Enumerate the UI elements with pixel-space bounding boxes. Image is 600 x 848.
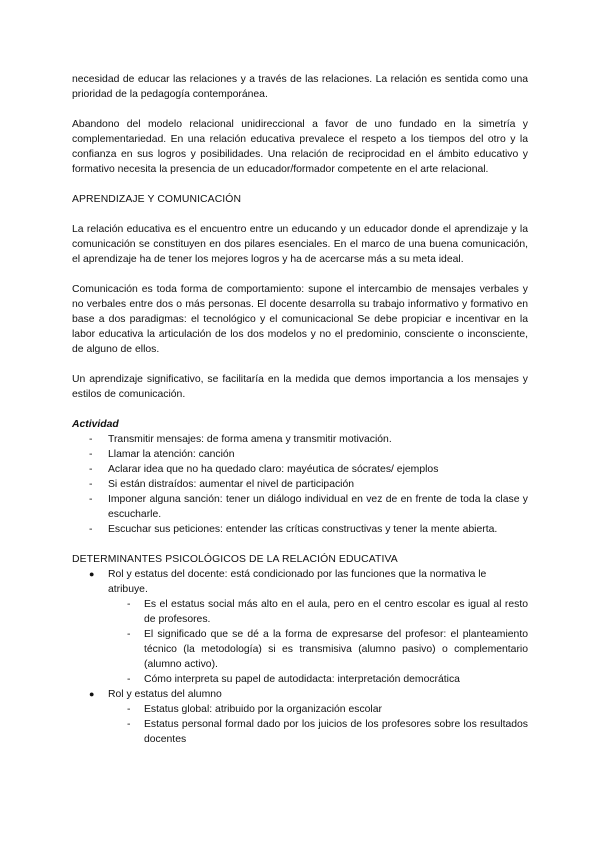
spacer (72, 102, 528, 117)
sub-list-item (108, 672, 528, 687)
list-item-text: Rol y estatus del alumno (108, 689, 222, 700)
dash-marker: - (89, 494, 93, 505)
dash-marker: - (89, 449, 93, 460)
list-item (72, 687, 528, 747)
sub-list-item (108, 717, 528, 747)
sub-list-item-text: Cómo interpreta su papel de autodidacta: interpretación democrática (144, 674, 460, 685)
determinants-list (72, 567, 528, 747)
sub-list-item-text: Estatus global: atribuido por la organización escolar (144, 704, 382, 715)
document-page (72, 72, 528, 747)
list-item (72, 432, 528, 447)
dash-marker: - (89, 434, 93, 445)
paragraph: Abandono del modelo relacional unidireccional a favor de uno fundado en la simetría y complementariedad. En una relación educativa prevalece el respeto a los tiempos del otro y la confianza en sus logros y posibilidades. Una relación de reciprocidad en el ámbito educativo y formativo necesita la presencia de un educador/formador competente en el arte relacional. (72, 119, 528, 175)
sub-list-item-text: El significado que se dé a la forma de expresarse del profesor: el planteamiento técnico (la metodología) si es transmisiva (alumno pasivo) o complementario (alumno activo). (144, 629, 528, 670)
dash-marker: - (89, 464, 93, 475)
sub-list (108, 597, 528, 687)
section-heading: DETERMINANTES PSICOLÓGICOS DE LA RELACIÓN EDUCATIVA (72, 554, 398, 565)
sub-list-item (108, 627, 528, 672)
bullet-marker: ● (89, 689, 95, 699)
dash-marker: - (127, 719, 131, 730)
sub-list-item (108, 597, 528, 627)
sub-list-item (108, 702, 528, 717)
spacer (72, 357, 528, 372)
spacer (72, 177, 528, 192)
list-item-text: Imponer alguna sanción: tener un diálogo individual en vez de en frente de toda la clase y escucharle. (108, 494, 528, 520)
dash-marker: - (127, 629, 131, 640)
list-item (72, 522, 528, 537)
paragraph: La relación educativa es el encuentro entre un educando y un educador donde el aprendizaje y la comunicación se constituyen en dos pilares esenciales. En el marco de una buena comunicación, el aprendizaje ha de tener los mejores logros y ha de acercarse más a su meta ideal. (72, 224, 528, 265)
list-item-text: Llamar la atención: canción (108, 449, 235, 460)
list-item (72, 462, 528, 477)
list-item-text: Escuchar sus peticiones: entender las críticas constructivas y tener la mente abierta. (108, 524, 498, 535)
spacer (72, 537, 528, 552)
section-heading: APRENDIZAJE Y COMUNICACIÓN (72, 194, 242, 205)
paragraph: necesidad de educar las relaciones y a través de las relaciones. La relación es sentida como una prioridad de la pedagogía contemporánea. (72, 74, 528, 100)
spacer (72, 207, 528, 222)
sub-list (108, 702, 528, 747)
activity-list (72, 432, 528, 537)
paragraph: Un aprendizaje significativo, se facilitaría en la medida que demos importancia a los mensajes y estilos de comunicación. (72, 374, 528, 400)
dash-marker: - (127, 704, 131, 715)
list-item (72, 567, 528, 687)
list-item (72, 492, 528, 522)
paragraph: Comunicación es toda forma de comportamiento: supone el intercambio de mensajes verbales y no verbales entre dos o más personas. El docente desarrolla su trabajo informativo y formativo en base a dos paradigmas: el tecnológico y el comunicacional Se debe propiciar e incentivar en la labor educativa la articulación de los dos modelos y no el predominio, consciente o inconsciente, de alguno de ellos. (72, 284, 528, 355)
dash-marker: - (89, 479, 93, 490)
dash-marker: - (89, 524, 93, 535)
list-item-text: Rol y estatus del docente: está condicionado por las funciones que la normativa le atribuye. (108, 569, 487, 595)
bullet-marker: ● (89, 569, 95, 579)
sub-list-item-text: Es el estatus social más alto en el aula, pero en el centro escolar es igual al resto de profesores. (144, 599, 528, 625)
spacer (72, 267, 528, 282)
list-item-text: Si están distraídos: aumentar el nivel de participación (108, 479, 355, 490)
list-item-text: Aclarar idea que no ha quedado claro: mayéutica de sócrates/ ejemplos (108, 464, 439, 475)
dash-marker: - (127, 599, 131, 610)
spacer (72, 402, 528, 417)
list-item-text: Transmitir mensajes: de forma amena y transmitir motivación. (108, 434, 392, 445)
list-item (72, 477, 528, 492)
activity-title: Actividad (72, 419, 119, 430)
dash-marker: - (127, 674, 131, 685)
list-item (72, 447, 528, 462)
sub-list-item-text: Estatus personal formal dado por los juicios de los profesores sobre los resultados docentes (144, 719, 528, 745)
